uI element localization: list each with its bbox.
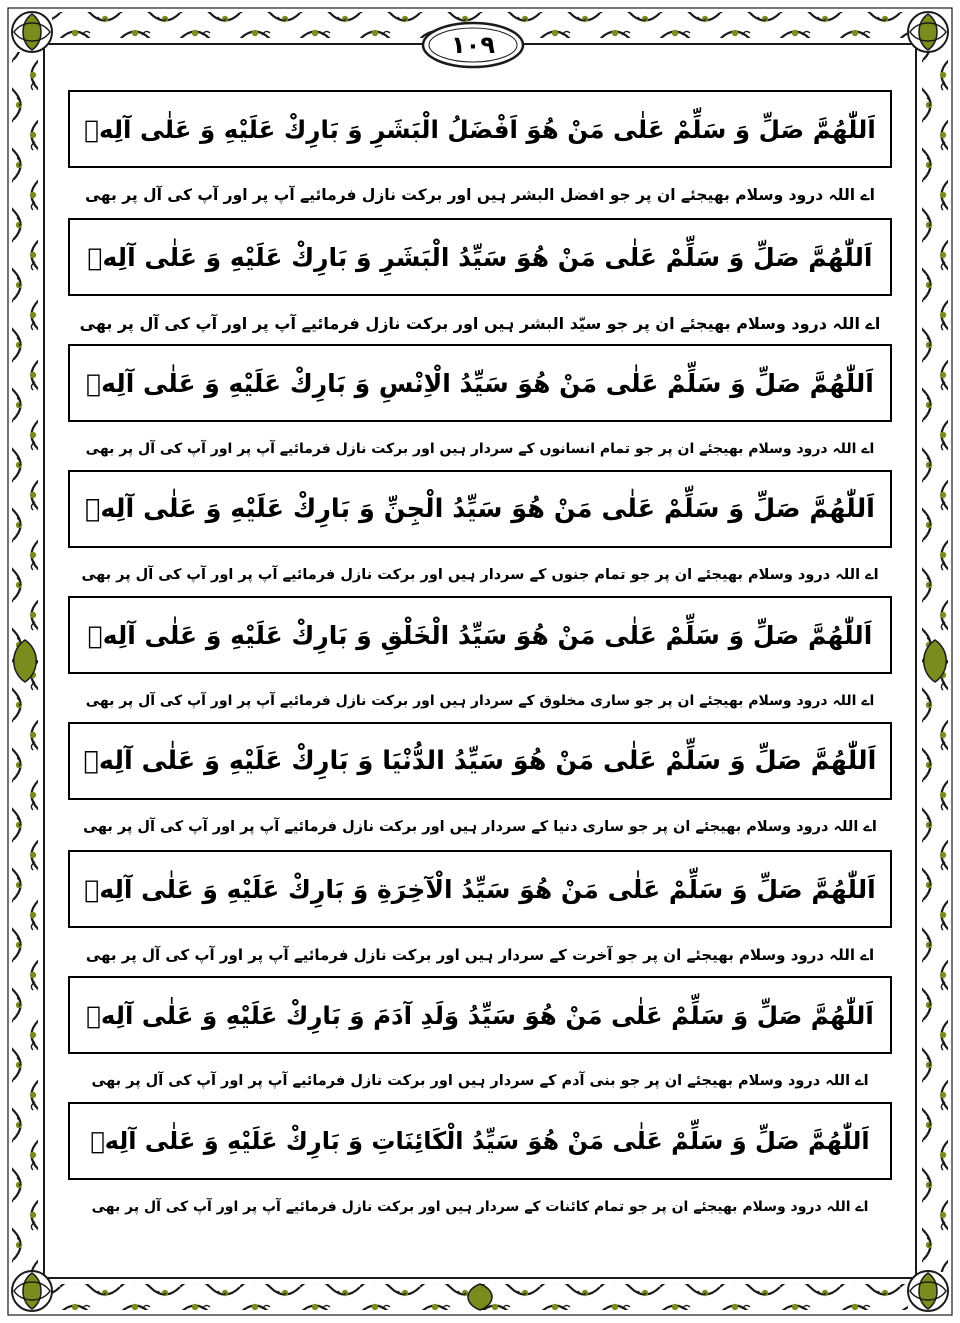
urdu-translation: اے اللہ درود وسلام بھیجئے ان پر جو بنی آدم کے سردار ہیں اور برکت نازل فرمائیے آپ پر اور آپ کی آل پر بھی <box>91 1073 869 1089</box>
urdu-translation: اے اللہ درود وسلام بھیجئے ان پر جو افضل البشر ہیں اور برکت نازل فرمائیے آپ پر اور آپ کی آل پر بھی <box>85 186 875 204</box>
urdu-translation: اے اللہ درود وسلام بھیجئے ان پر جو تمام کائنات کے سردار ہیں اور برکت نازل فرمائیے آپ پر اور آپ کی آل پر بھی <box>91 1199 869 1215</box>
urdu-translation: اے اللہ درود وسلام بھیجئے ان پر جو تمام انسانوں کے سردار ہیں اور برکت نازل فرمائیے آپ پر اور آپ کی آل پر بھی <box>85 441 875 457</box>
urdu-translation: اے اللہ درود وسلام بھیجئے ان پر جو آخرت کے سردار ہیں اور برکت نازل فرمائیے آپ پر اور آپ کی آل پر بھی <box>85 946 875 964</box>
arabic-durood-box: اَللّٰهُمَّ صَلِّ وَ سَلِّمْ عَلٰى مَنْ هُوَ سَيِّدُ الْاِنْسِ وَ بَارِكْ عَلَيْهِ وَ عَلٰى آلِهٖ <box>68 344 892 422</box>
page-number: ۱۰۹ <box>451 31 495 59</box>
arabic-durood-box: اَللّٰهُمَّ صَلِّ وَ سَلِّمْ عَلٰى مَنْ هُوَ سَيِّدُ الْآخِرَةِ وَ بَارِكْ عَلَيْهِ وَ عَلٰى آلِهٖ <box>68 850 892 928</box>
arabic-durood-box: اَللّٰهُمَّ صَلِّ وَ سَلِّمْ عَلٰى مَنْ هُوَ سَيِّدُ الْكَائِنَاتِ وَ بَارِكْ عَلَيْهِ وَ عَلٰى آلِهٖ <box>68 1102 892 1180</box>
arabic-durood-box: اَللّٰهُمَّ صَلِّ وَ سَلِّمْ عَلٰى مَنْ هُوَ سَيِّدُ الْجِنِّ وَ بَارِكْ عَلَيْهِ وَ عَلٰى آلِهٖ <box>68 470 892 548</box>
urdu-translation: اے اللہ درود وسلام بھیجئے ان پر جو ساری دنیا کے سردار ہیں اور برکت نازل فرمائیے آپ پر اور آپ کی آل پر بھی <box>83 819 877 835</box>
arabic-durood-box: اَللّٰهُمَّ صَلِّ وَ سَلِّمْ عَلٰى مَنْ هُوَ سَيِّدُ الْخَلْقِ وَ بَارِكْ عَلَيْهِ وَ عَلٰى آلِهٖ <box>68 596 892 674</box>
arabic-durood-box: اَللّٰهُمَّ صَلِّ وَ سَلِّمْ عَلٰى مَنْ هُوَ سَيِّدُ وَلَدِ آدَمَ وَ بَارِكْ عَلَيْهِ وَ عَلٰى آلِهٖ <box>68 976 892 1054</box>
urdu-translation: اے اللہ درود وسلام بھیجئے ان پر جو تمام جنوں کے سردار ہیں اور برکت نازل فرمائیے آپ پر اور آپ کی آل پر بھی <box>81 567 879 583</box>
arabic-durood-box: اَللّٰهُمَّ صَلِّ وَ سَلِّمْ عَلٰى مَنْ هُوَ سَيِّدُ الْبَشَرِ وَ بَارِكْ عَلَيْهِ وَ عَلٰى آلِهٖ <box>68 218 892 296</box>
arabic-durood-box: اَللّٰهُمَّ صَلِّ وَ سَلِّمْ عَلٰى مَنْ هُوَ سَيِّدُ الدُّنْيَا وَ بَارِكْ عَلَيْهِ وَ عَلٰى آلِهٖ <box>68 722 892 800</box>
urdu-translation: اے اللہ درود وسلام بھیجئے ان پر جو سیّد البشر ہیں اور برکت نازل فرمائیے آپ پر اور آپ کی آل پر بھی <box>80 313 880 333</box>
urdu-translation: اے اللہ درود وسلام بھیجئے ان پر جو ساری مخلوق کے سردار ہیں اور برکت نازل فرمائیے آپ پر اور آپ کی آل پر بھی <box>85 693 875 709</box>
arabic-durood-box: اَللّٰهُمَّ صَلِّ وَ سَلِّمْ عَلٰى مَنْ هُوَ اَفْضَلُ الْبَشَرِ وَ بَارِكْ عَلَيْهِ وَ عَلٰى آلِهٖ <box>68 90 892 168</box>
